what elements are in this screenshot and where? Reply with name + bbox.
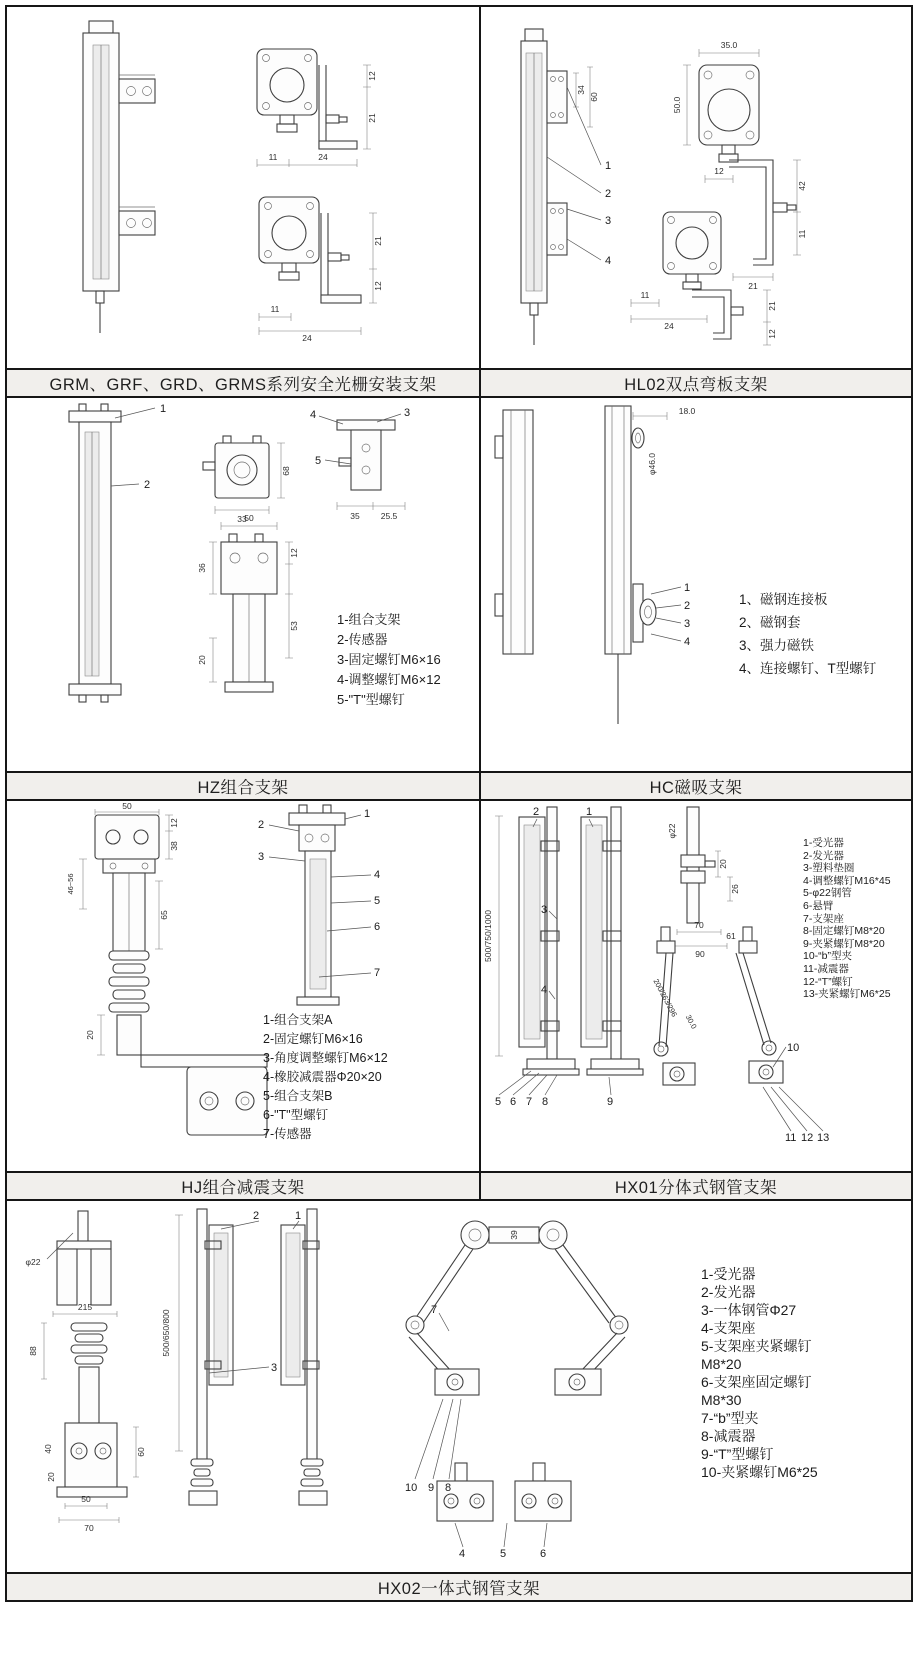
dim-label: 21 <box>367 113 377 123</box>
dim-label: 24 <box>318 152 328 162</box>
dim-label: 61 <box>726 931 736 941</box>
dim-label: 70 <box>84 1523 94 1533</box>
part-item: 1-受光器 <box>803 837 844 849</box>
part-item: 2-发光器 <box>803 849 844 862</box>
dim-label: 40 <box>43 1444 53 1454</box>
callout-label: 10 <box>405 1482 418 1494</box>
part-item: 5-组合支架B <box>263 1089 333 1103</box>
dim-label: 20 <box>718 859 728 869</box>
tall-pipe-assemblies <box>161 1209 327 1505</box>
bracket-detail-bottom <box>259 197 383 343</box>
callout-label: 7 <box>526 1096 533 1108</box>
callout-label: 2 <box>253 1210 260 1222</box>
foot-bracket-details <box>437 1463 571 1560</box>
callout-label: 9 <box>607 1096 614 1108</box>
callout-label: 6 <box>510 1096 517 1108</box>
dim-label: 60 <box>589 92 599 102</box>
hz-parts-list <box>337 610 441 710</box>
callout-label: 1 <box>160 403 167 415</box>
callout-label: 5 <box>374 895 381 907</box>
curtain-bracket-lower <box>119 207 155 235</box>
dim-label: 68 <box>281 466 291 476</box>
dim-label: 12 <box>289 548 299 558</box>
hx01-parts-list <box>803 837 891 1001</box>
row-3 <box>7 799 911 1199</box>
callout-label: 1 <box>295 1210 302 1222</box>
dim-label: 25.5 <box>380 511 398 521</box>
part-item: 10-夹紧螺钉M6*25 <box>701 1464 818 1480</box>
callout-label: 6 <box>374 921 381 933</box>
callout-label: 5 <box>495 1096 502 1108</box>
dim-label: 36 <box>197 563 207 573</box>
part-item: 2-传感器 <box>337 632 388 647</box>
callout-label: 3 <box>258 851 265 863</box>
panel-title-grm: GRM、GRF、GRD、GRMS系列安全光栅安装支架 <box>7 368 479 396</box>
part-item: 1-组合支架A <box>263 1013 333 1027</box>
dim-label: 65 <box>159 910 169 920</box>
dim-label: 200/263/296 <box>651 977 679 1019</box>
bracket-detail-top <box>257 49 377 167</box>
panel-title-hj: HJ组合减震支架 <box>7 1171 479 1199</box>
hz-drawing <box>7 398 479 771</box>
part-item: 12-“T”螺钉 <box>803 975 853 988</box>
dim-label: 12 <box>714 166 724 176</box>
hj-parts-list <box>263 1011 388 1144</box>
dim-label: 35.0 <box>720 40 738 50</box>
part-item: 2-发光器 <box>701 1284 756 1300</box>
part-item: 9-夹紧螺钉M8*20 <box>803 937 885 950</box>
dim-label: 21 <box>373 236 383 246</box>
part-item: 8-减震器 <box>701 1428 756 1444</box>
callout-label: 9 <box>428 1482 435 1494</box>
part-item: 13-夹紧螺钉M6*25 <box>803 988 891 1001</box>
v-arm-assembly <box>405 1221 628 1494</box>
curtain-bracket-plates <box>547 67 599 255</box>
callout-label: 4 <box>541 984 548 996</box>
part-item: 10-“b”型夹 <box>803 950 853 963</box>
dim-label: 33 <box>237 514 247 524</box>
row-1 <box>7 7 911 396</box>
curtain-bracket-upper <box>119 75 155 103</box>
callout-label: 3 <box>684 618 691 630</box>
callout-label: 2 <box>533 806 540 818</box>
dim-label: 12 <box>169 818 179 828</box>
dim-label: φ46.0 <box>647 452 657 476</box>
callout-label: 12 <box>801 1132 814 1144</box>
callout-label: 5 <box>315 455 322 467</box>
part-item: 4-调整螺钉M6×12 <box>337 672 441 687</box>
dim-label: 50 <box>122 801 132 811</box>
panel-hl02 <box>481 7 911 396</box>
dim-label: φ22 <box>25 1257 41 1267</box>
light-curtain-front <box>521 29 547 345</box>
panel-title-hz: HZ组合支架 <box>7 771 479 799</box>
part-item: 3-塑料垫圈 <box>803 862 855 875</box>
dim-label: 12 <box>767 329 777 339</box>
part-item: 9-“T”型螺钉 <box>701 1446 774 1462</box>
dim-label: 11 <box>268 152 278 162</box>
dim-label: 11 <box>640 290 650 300</box>
dim-label: 39 <box>509 1230 519 1240</box>
compact-assembly <box>26 1211 146 1533</box>
dim-label: 24 <box>664 321 674 331</box>
row-4 <box>7 1199 911 1600</box>
part-item: 4-橡胶减震器Φ20×20 <box>263 1070 382 1084</box>
dim-label: 34 <box>576 85 586 95</box>
grm-drawing <box>7 7 479 368</box>
part-item: 7-传感器 <box>263 1127 312 1141</box>
callout-label: 1 <box>364 808 371 820</box>
part-item: 3-一体钢管Φ27 <box>701 1302 797 1318</box>
panel-hz <box>7 398 481 799</box>
panel-hx02 <box>7 1201 911 1600</box>
dim-label: 30.0 <box>683 1013 699 1031</box>
dim-label: 215 <box>77 1302 93 1312</box>
light-curtain-front <box>83 21 119 333</box>
dim-label: 46~56 <box>66 873 75 895</box>
callout-label: 3 <box>271 1362 278 1374</box>
curtain-side-view-flat <box>495 410 533 654</box>
part-item: 5-"T"型螺钉 <box>337 692 405 707</box>
callout-label: 7 <box>374 967 381 979</box>
dim-label: 50.0 <box>672 96 682 114</box>
dim-label: 88 <box>28 1346 38 1356</box>
hl02-drawing <box>481 7 911 368</box>
callout-label: 3 <box>541 904 548 916</box>
callout-label: 2 <box>684 600 691 612</box>
part-item: 7-“b”型夹 <box>701 1410 759 1426</box>
dim-label: 38 <box>169 841 179 851</box>
part-item: 1、磁钢连接板 <box>739 592 828 607</box>
dim-label: 50 <box>244 513 254 523</box>
panel-title-hl02: HL02双点弯板支架 <box>481 368 911 396</box>
callout-label: 1 <box>586 806 593 818</box>
part-item: 4-支架座 <box>701 1320 756 1336</box>
dim-label: 35 <box>350 511 360 521</box>
callout-label: 8 <box>445 1482 452 1494</box>
callout-label: 1 <box>605 160 612 172</box>
dim-label: 53 <box>289 621 299 631</box>
sensor-column <box>258 805 380 1005</box>
callout-label: 3 <box>404 407 411 419</box>
callout-label: 4 <box>374 869 381 881</box>
dim-label: 500/750/1000 <box>483 910 493 962</box>
part-item: 4、连接螺钉、T型螺钉 <box>739 661 877 676</box>
part-item: 5-φ22钢管 <box>803 887 852 900</box>
callout-label: 2 <box>605 188 612 200</box>
callout-label: 3 <box>605 215 612 227</box>
catalog-sheet <box>5 5 913 1602</box>
dim-label: φ22 <box>667 823 677 839</box>
dim-label: 20 <box>85 1030 95 1040</box>
callout-label: 4 <box>605 255 612 267</box>
callout-label: 11 <box>785 1132 797 1144</box>
dim-label: 12 <box>367 71 377 81</box>
dim-label: 90 <box>695 949 705 959</box>
dim-label: 42 <box>797 181 807 191</box>
dim-label: 26 <box>730 884 740 894</box>
panel-hc <box>481 398 911 799</box>
part-item: 1-受光器 <box>701 1266 756 1282</box>
part-item: 3、强力磁铁 <box>739 638 815 653</box>
dim-label: 24 <box>302 333 312 343</box>
callout-label: 5 <box>500 1548 507 1560</box>
dim-label: 12 <box>373 281 383 291</box>
dim-label: 11 <box>270 304 280 314</box>
hc-drawing <box>481 398 911 771</box>
dim-label: 60 <box>136 1447 146 1457</box>
dim-label: 20 <box>46 1472 56 1482</box>
callout-label: 2 <box>144 479 151 491</box>
part-item: 3-角度调整螺钉M6×12 <box>263 1051 388 1065</box>
part-item: 4-调整螺钉M16*45 <box>803 874 891 887</box>
dim-label: 21 <box>767 301 777 311</box>
callout-label: 13 <box>817 1132 830 1144</box>
dim-label: 70 <box>694 920 704 930</box>
part-item: 11-减震器 <box>803 962 849 975</box>
callout-label: 4 <box>459 1548 466 1560</box>
light-curtain-front <box>69 403 166 702</box>
part-item: 2、磁钢套 <box>739 615 801 630</box>
hx02-parts-list <box>701 1265 825 1481</box>
callout-label: 4 <box>310 409 317 421</box>
dim-label: 21 <box>748 281 758 291</box>
hj-drawing <box>7 801 479 1171</box>
bracket-detail-bottom <box>631 212 777 345</box>
panel-title-hx01: HX01分体式钢管支架 <box>481 1171 911 1199</box>
combo-bracket-face <box>203 436 291 524</box>
panel-title-hc: HC磁吸支架 <box>481 771 911 799</box>
part-item: 3-固定螺钉M6×16 <box>337 652 441 667</box>
hc-parts-list <box>739 588 876 680</box>
callout-label: 7 <box>431 1304 438 1316</box>
dim-label: 20 <box>197 655 207 665</box>
part-item: 6-支架座固定螺钉M8*30 <box>701 1374 812 1408</box>
callout-label: 10 <box>787 1042 800 1054</box>
callout-label: 8 <box>542 1096 549 1108</box>
dim-label: 11 <box>797 229 807 239</box>
dim-label: 500/650/800 <box>161 1309 171 1357</box>
callout-label: 6 <box>540 1548 547 1560</box>
panel-title-hx02: HX02一体式钢管支架 <box>7 1572 911 1600</box>
l-bracket-detail <box>310 407 410 521</box>
part-item: 8-固定螺钉M8*20 <box>803 925 885 938</box>
part-item: 7-支架座 <box>803 912 844 925</box>
part-item: 5-支架座夹紧螺钉M8*20 <box>701 1338 812 1372</box>
callout-label: 1 <box>684 582 691 594</box>
row-2 <box>7 396 911 799</box>
magnet-assembly-detail <box>633 582 690 648</box>
panel-grm <box>7 7 481 396</box>
curtain-side-view-profile <box>605 406 696 724</box>
part-item: 2-固定螺钉M6×16 <box>263 1032 363 1046</box>
part-item: 6-"T"型螺钉 <box>263 1108 329 1122</box>
panel-hj <box>7 801 481 1199</box>
dim-label: 18.0 <box>678 406 696 416</box>
callout-label: 2 <box>258 819 265 831</box>
damper-assembly <box>85 859 267 1135</box>
callout-label: 4 <box>684 636 691 648</box>
pole-mounted-curtains <box>483 806 643 1108</box>
panel-hx01 <box>481 801 911 1199</box>
part-item: 6-悬臂 <box>803 899 834 912</box>
part-item: 1-组合支架 <box>337 612 401 627</box>
dim-label: 50 <box>81 1494 91 1504</box>
mount-plate-detail <box>197 513 299 692</box>
